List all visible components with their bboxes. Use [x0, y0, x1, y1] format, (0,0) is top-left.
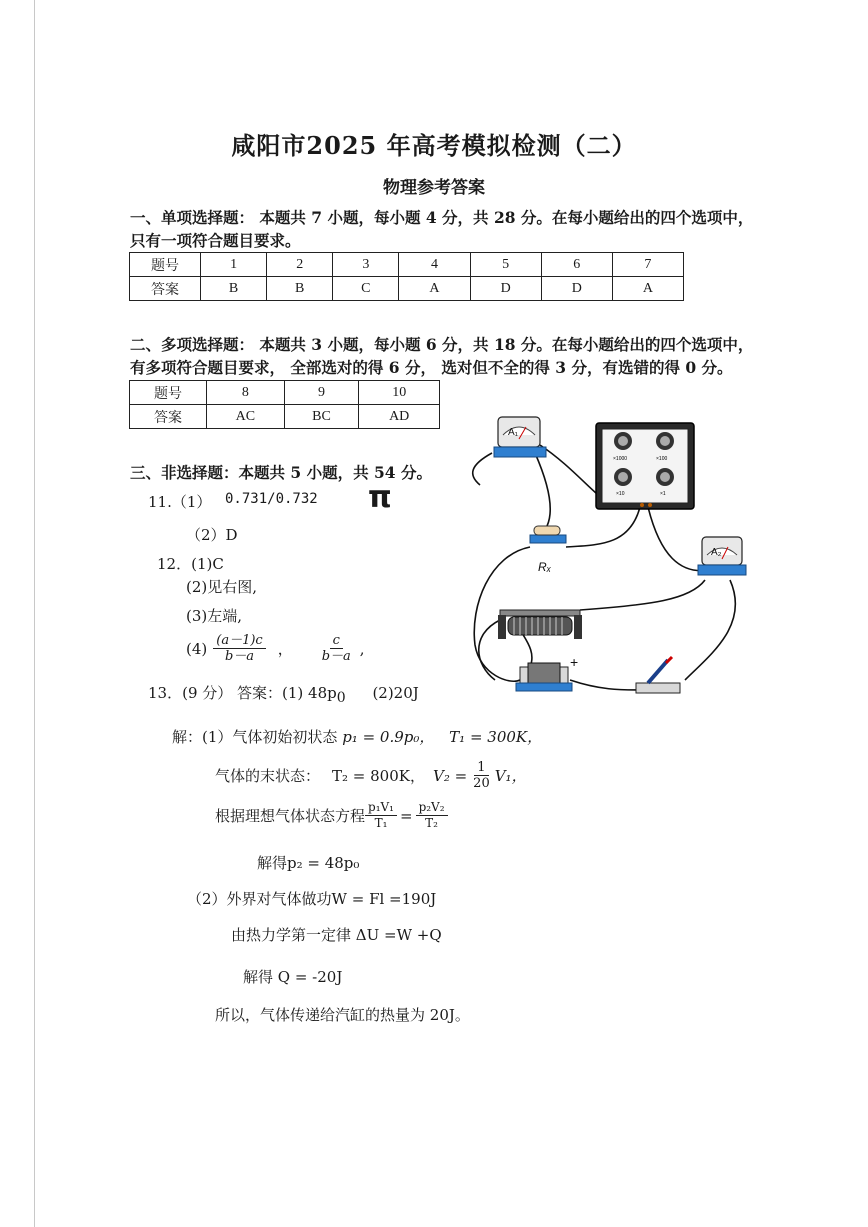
a2-label: A₂: [711, 547, 722, 558]
battery-plus-label: +: [570, 654, 579, 670]
table1-answer: C: [333, 277, 399, 301]
sol3-equals: =: [399, 806, 413, 825]
ammeter-a2: [698, 537, 746, 575]
q12-part4-label: (4): [186, 639, 208, 658]
sol2-fraction-num: 1: [474, 760, 488, 776]
scale-label: ×100: [656, 456, 668, 462]
table1-answer: D: [470, 277, 541, 301]
sol3-fraction-left: [365, 800, 397, 831]
section1-heading-line2: 只有一项符合题目要求。: [130, 231, 301, 250]
q11-part2: （2）D: [186, 526, 238, 544]
table1-num: 3: [333, 253, 399, 277]
sol1-eq2: T₁ = 300K，: [449, 728, 543, 746]
wire: [473, 453, 492, 485]
section2-answer-table: [129, 380, 440, 429]
wire: [520, 630, 532, 667]
sol2-prefix: 气体的末状态：: [215, 767, 321, 785]
solution-line-7: 解得 Q = -20J: [243, 968, 343, 986]
page-title: 咸阳市2025 年高考模拟检测（二）: [231, 131, 637, 160]
solution-line-6: 由热力学第一定律 ΔU =W +Q: [231, 926, 442, 944]
switch: [636, 657, 680, 693]
q12-end: ,: [359, 639, 365, 658]
resistance-box: [596, 423, 694, 509]
q12-fraction-2: [319, 633, 354, 664]
table2-answer: AC: [207, 405, 285, 429]
table1-num: 6: [541, 253, 612, 277]
q12-part4: [186, 633, 365, 664]
sol1-eq1: p₁ = 0.9p₀，: [342, 728, 435, 746]
solution-line-3: [215, 800, 448, 831]
circuit-diagram: [450, 405, 760, 705]
table1-answer: A: [399, 277, 470, 301]
q13-answer-line: [148, 682, 419, 706]
q11-part1-value: 0.731/0.732: [225, 491, 318, 507]
table2-num: 10: [359, 381, 440, 405]
table1-num: 5: [470, 253, 541, 277]
q12-fraction-1-den: b－a: [224, 649, 255, 664]
table2-answer: BC: [284, 405, 359, 429]
q12-separator: ，: [277, 640, 293, 658]
table2-label-a: 答案: [130, 405, 207, 429]
resistor-rx: [530, 526, 566, 574]
q12-fraction-1-num: (a－1)c: [213, 633, 265, 649]
scale-label: ×1: [660, 491, 666, 497]
page-subtitle: 物理参考答案: [383, 178, 485, 198]
sol3-left-num: p₁V₁: [365, 800, 397, 816]
sol2-fraction-den: 20: [473, 776, 490, 791]
q12-fraction-2-num: c: [330, 633, 343, 649]
sol3-prefix: 根据理想气体状态方程: [215, 807, 366, 825]
sol2-tail: V₁，: [494, 767, 527, 785]
solution-line-5: （2）外界对气体做功W = Fl =190J: [187, 890, 437, 908]
solution-line-1: [172, 726, 542, 747]
table2-num: 8: [207, 381, 285, 405]
section1-heading-line1: 一、单项选择题： 本题共 7 小题，每小题 4 分，共 28 分。在每小题给出的四个选项中，: [130, 208, 754, 227]
table1-num: 2: [267, 253, 333, 277]
q12-part2: (2)见右图,: [186, 578, 258, 596]
sol2-fraction: [470, 760, 493, 791]
wire: [648, 507, 710, 571]
table1-answer: A: [612, 277, 683, 301]
table1-num: 4: [399, 253, 470, 277]
table1-num: 1: [201, 253, 267, 277]
sol3-left-den: T₁: [374, 816, 388, 830]
q13-head: 13．(9 分） 答案：(1) 48p: [148, 684, 337, 702]
solution-line-4: 解得p₂ = 48p₀: [257, 854, 360, 872]
battery: [516, 654, 578, 691]
table1-answer: D: [541, 277, 612, 301]
table1-num: 7: [612, 253, 683, 277]
sol1-prefix: 解：(1）气体初始初状态: [172, 728, 338, 746]
q11-pi-symbol: π: [368, 480, 392, 515]
q12-part3: (3)左端,: [186, 607, 243, 625]
wire: [580, 580, 705, 610]
table2-label-q: 题号: [130, 381, 207, 405]
sol3-right-den: T₂: [425, 816, 438, 830]
a1-label: A₁: [508, 427, 519, 438]
scale-label: ×1000: [613, 456, 628, 462]
ammeter-a1: [494, 417, 546, 457]
sol2-v: V₂ =: [432, 766, 468, 785]
table1-label-a: 答案: [130, 277, 201, 301]
sol3-right-num: p₂V₂: [416, 800, 448, 816]
q13-head-subscript: 0: [336, 690, 346, 706]
rheostat: [498, 610, 582, 639]
q12-part1: 12．(1)C: [157, 555, 224, 573]
section1-answer-table: [129, 252, 684, 301]
wire: [570, 680, 640, 690]
q12-fraction-2-den: b－a: [321, 649, 351, 664]
q12-fraction-1: [213, 633, 265, 664]
table2-num: 9: [284, 381, 359, 405]
sol2-eq1: T₂ = 800K，: [332, 767, 425, 785]
sol3-fraction-right: [416, 800, 448, 831]
table2-answer: AD: [359, 405, 440, 429]
table1-label-q: 题号: [130, 253, 201, 277]
rx-label: Rₓ: [538, 560, 552, 574]
wire: [566, 507, 640, 547]
section3-heading: 三、非选择题：本题共 5 小题，共 54 分。: [130, 463, 432, 482]
section2-heading-line2: 有多项符合题目要求， 全部选对的得 6 分， 选对但不全的得 3 分，有选错的得 0 分。: [130, 358, 733, 377]
scale-label: ×10: [616, 491, 625, 497]
solution-line-2: [215, 760, 527, 791]
solution-line-8: 所以，气体传递给汽缸的热量为 20J。: [215, 1006, 470, 1024]
q13-head-part2: (2)20J: [372, 684, 419, 702]
table1-answer: B: [201, 277, 267, 301]
q11-part1-label: 11.（1）: [148, 493, 212, 511]
wire: [685, 580, 735, 680]
table1-answer: B: [267, 277, 333, 301]
section2-heading-line1: 二、多项选择题： 本题共 3 小题，每小题 6 分，共 18 分。在每小题给出的四个选项中，: [130, 335, 754, 354]
